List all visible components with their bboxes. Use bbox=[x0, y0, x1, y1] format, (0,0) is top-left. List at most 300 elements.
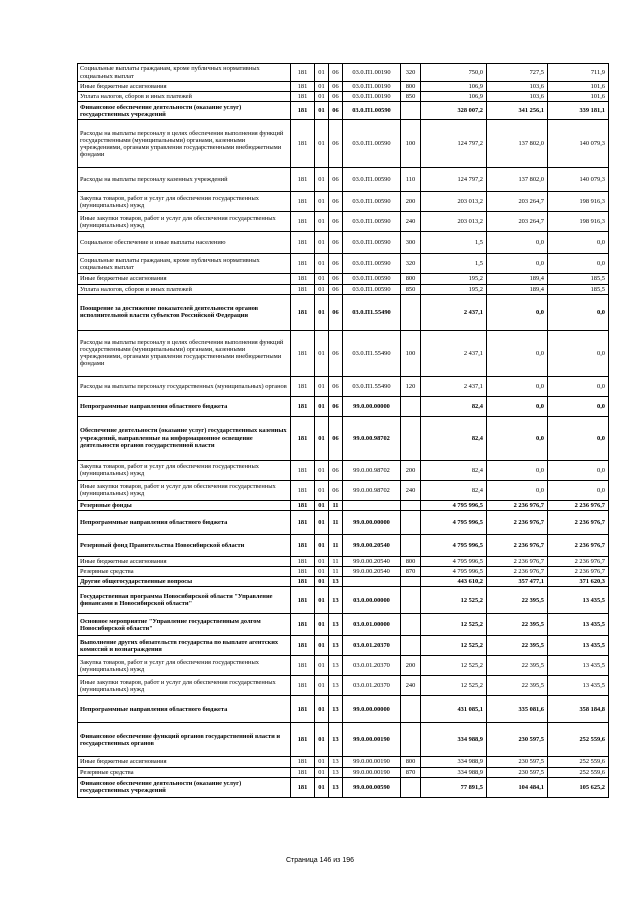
row-target-article: 03.0.П1.55490 bbox=[343, 376, 401, 396]
row-name: Расходы на выплаты персоналу казенных учреждений bbox=[78, 168, 291, 192]
row-amount-year1: 12 525,2 bbox=[421, 614, 487, 636]
row-target-article: 99.0.00.00190 bbox=[343, 767, 401, 777]
row-grbs: 181 bbox=[291, 284, 315, 294]
row-amount-year2: 0,0 bbox=[487, 376, 548, 396]
table-row bbox=[78, 480, 609, 500]
row-expense-type bbox=[401, 534, 421, 556]
row-podrazdel: 11 bbox=[329, 534, 343, 556]
row-name: Выполнение других обязательств государства по выплате агентских комиссий и вознаграждения bbox=[78, 636, 291, 656]
row-expense-type: 100 bbox=[401, 120, 421, 168]
row-razdel: 01 bbox=[315, 777, 329, 797]
table-row bbox=[78, 500, 609, 510]
row-podrazdel: 06 bbox=[329, 330, 343, 376]
row-expense-type bbox=[401, 587, 421, 614]
row-target-article: 03.0.П1.00190 bbox=[343, 64, 401, 82]
table-row bbox=[78, 102, 609, 120]
row-grbs: 181 bbox=[291, 777, 315, 797]
row-grbs: 181 bbox=[291, 294, 315, 330]
row-expense-type: 850 bbox=[401, 284, 421, 294]
row-expense-type: 800 bbox=[401, 757, 421, 767]
row-amount-year1: 82,4 bbox=[421, 460, 487, 480]
row-podrazdel: 06 bbox=[329, 64, 343, 82]
row-name: Уплата налогов, сборов и иных платежей bbox=[78, 284, 291, 294]
row-amount-year1: 1,5 bbox=[421, 232, 487, 254]
row-grbs: 181 bbox=[291, 757, 315, 767]
row-expense-type: 320 bbox=[401, 254, 421, 274]
row-podrazdel: 13 bbox=[329, 656, 343, 676]
row-target-article: 99.0.00.00000 bbox=[343, 696, 401, 723]
row-amount-year3: 0,0 bbox=[548, 294, 609, 330]
row-amount-year2: 22 395,5 bbox=[487, 676, 548, 696]
row-razdel: 01 bbox=[315, 396, 329, 416]
row-name: Другие общегосударственные вопросы bbox=[78, 577, 291, 587]
row-name: Резервные фонды bbox=[78, 500, 291, 510]
row-razdel: 01 bbox=[315, 676, 329, 696]
row-target-article: 99.0.00.00590 bbox=[343, 777, 401, 797]
row-podrazdel: 11 bbox=[329, 500, 343, 510]
row-name: Финансовое обеспечение деятельности (оказание услуг) государственных учреждений bbox=[78, 777, 291, 797]
row-amount-year2: 0,0 bbox=[487, 294, 548, 330]
row-podrazdel: 13 bbox=[329, 757, 343, 767]
row-amount-year1: 12 525,2 bbox=[421, 636, 487, 656]
table-row bbox=[78, 416, 609, 460]
row-target-article: 03.0.П1.00590 bbox=[343, 254, 401, 274]
row-razdel: 01 bbox=[315, 376, 329, 396]
row-podrazdel: 06 bbox=[329, 416, 343, 460]
row-amount-year3: 2 236 976,7 bbox=[548, 534, 609, 556]
row-grbs: 181 bbox=[291, 102, 315, 120]
row-name: Расходы на выплаты персоналу государственных (муниципальных) органов bbox=[78, 376, 291, 396]
row-podrazdel: 06 bbox=[329, 376, 343, 396]
row-name: Иные закупки товаров, работ и услуг для обеспечения государственных (муниципальных) нужд bbox=[78, 676, 291, 696]
row-target-article: 03.0.П1.00190 bbox=[343, 92, 401, 102]
row-podrazdel: 06 bbox=[329, 274, 343, 284]
row-podrazdel: 11 bbox=[329, 567, 343, 577]
row-amount-year3: 0,0 bbox=[548, 396, 609, 416]
row-grbs: 181 bbox=[291, 120, 315, 168]
row-grbs: 181 bbox=[291, 274, 315, 284]
table-row bbox=[78, 656, 609, 676]
row-podrazdel: 06 bbox=[329, 480, 343, 500]
table-row bbox=[78, 120, 609, 168]
row-podrazdel: 13 bbox=[329, 723, 343, 757]
row-name: Закупка товаров, работ и услуг для обеспечения государственных (муниципальных) нужд bbox=[78, 192, 291, 212]
row-name: Непрограммные направления областного бюджета bbox=[78, 396, 291, 416]
row-amount-year1: 2 437,1 bbox=[421, 376, 487, 396]
row-amount-year3: 0,0 bbox=[548, 232, 609, 254]
row-grbs: 181 bbox=[291, 480, 315, 500]
row-expense-type bbox=[401, 777, 421, 797]
table-row bbox=[78, 376, 609, 396]
row-amount-year2: 103,6 bbox=[487, 92, 548, 102]
row-razdel: 01 bbox=[315, 294, 329, 330]
row-grbs: 181 bbox=[291, 636, 315, 656]
row-amount-year3: 185,5 bbox=[548, 284, 609, 294]
row-razdel: 01 bbox=[315, 723, 329, 757]
row-podrazdel: 13 bbox=[329, 696, 343, 723]
row-podrazdel: 13 bbox=[329, 614, 343, 636]
row-amount-year2: 727,5 bbox=[487, 64, 548, 82]
row-expense-type bbox=[401, 723, 421, 757]
row-amount-year1: 12 525,2 bbox=[421, 656, 487, 676]
row-razdel: 01 bbox=[315, 192, 329, 212]
row-amount-year1: 4 795 996,5 bbox=[421, 567, 487, 577]
row-podrazdel: 06 bbox=[329, 294, 343, 330]
table-row bbox=[78, 254, 609, 274]
row-grbs: 181 bbox=[291, 376, 315, 396]
row-expense-type: 320 bbox=[401, 64, 421, 82]
row-razdel: 01 bbox=[315, 767, 329, 777]
row-expense-type: 240 bbox=[401, 676, 421, 696]
row-target-article: 99.0.00.00000 bbox=[343, 396, 401, 416]
row-podrazdel: 13 bbox=[329, 636, 343, 656]
row-grbs: 181 bbox=[291, 767, 315, 777]
row-expense-type bbox=[401, 696, 421, 723]
table-row bbox=[78, 330, 609, 376]
row-target-article: 03.0.П1.00590 bbox=[343, 168, 401, 192]
row-grbs: 181 bbox=[291, 723, 315, 757]
row-expense-type: 200 bbox=[401, 656, 421, 676]
row-amount-year3: 358 184,8 bbox=[548, 696, 609, 723]
row-amount-year1: 750,0 bbox=[421, 64, 487, 82]
row-name: Поощрение за достижение показателей деятельности органов исполнительной власти субъектов Российской Федерации bbox=[78, 294, 291, 330]
table-row bbox=[78, 212, 609, 232]
row-amount-year2: 137 802,0 bbox=[487, 168, 548, 192]
row-amount-year2: 189,4 bbox=[487, 284, 548, 294]
row-amount-year1: 106,9 bbox=[421, 82, 487, 92]
row-expense-type: 870 bbox=[401, 567, 421, 577]
row-amount-year1: 334 988,9 bbox=[421, 767, 487, 777]
row-amount-year3: 13 435,5 bbox=[548, 676, 609, 696]
row-amount-year1: 195,2 bbox=[421, 284, 487, 294]
row-amount-year3: 2 236 976,7 bbox=[548, 556, 609, 566]
row-amount-year3: 2 236 976,7 bbox=[548, 510, 609, 534]
row-amount-year1: 106,9 bbox=[421, 92, 487, 102]
row-podrazdel: 06 bbox=[329, 192, 343, 212]
table-row bbox=[78, 284, 609, 294]
table-row bbox=[78, 396, 609, 416]
row-amount-year3: 13 435,5 bbox=[548, 656, 609, 676]
row-expense-type: 200 bbox=[401, 192, 421, 212]
row-amount-year2: 0,0 bbox=[487, 396, 548, 416]
row-amount-year3: 140 079,3 bbox=[548, 120, 609, 168]
row-amount-year3: 198 916,3 bbox=[548, 192, 609, 212]
row-name: Непрограммные направления областного бюджета bbox=[78, 510, 291, 534]
row-grbs: 181 bbox=[291, 500, 315, 510]
row-amount-year2: 230 597,5 bbox=[487, 757, 548, 767]
row-amount-year3: 711,9 bbox=[548, 64, 609, 82]
row-razdel: 01 bbox=[315, 92, 329, 102]
row-target-article: 99.0.00.00190 bbox=[343, 757, 401, 767]
row-grbs: 181 bbox=[291, 232, 315, 254]
row-target-article: 03.0.01.20370 bbox=[343, 636, 401, 656]
row-amount-year1: 82,4 bbox=[421, 396, 487, 416]
row-amount-year1: 77 891,5 bbox=[421, 777, 487, 797]
row-amount-year1: 4 795 996,5 bbox=[421, 510, 487, 534]
table-row bbox=[78, 92, 609, 102]
row-amount-year1: 82,4 bbox=[421, 416, 487, 460]
row-amount-year1: 4 795 996,5 bbox=[421, 500, 487, 510]
row-expense-type: 240 bbox=[401, 480, 421, 500]
row-target-article: 03.0.П1.55490 bbox=[343, 330, 401, 376]
row-grbs: 181 bbox=[291, 510, 315, 534]
row-amount-year1: 124 797,2 bbox=[421, 168, 487, 192]
row-expense-type bbox=[401, 614, 421, 636]
row-amount-year3: 140 079,3 bbox=[548, 168, 609, 192]
row-name: Резервный фонд Правительства Новосибирской области bbox=[78, 534, 291, 556]
row-expense-type bbox=[401, 294, 421, 330]
row-amount-year2: 230 597,5 bbox=[487, 767, 548, 777]
row-amount-year2: 335 081,6 bbox=[487, 696, 548, 723]
row-grbs: 181 bbox=[291, 92, 315, 102]
row-amount-year2: 2 236 976,7 bbox=[487, 500, 548, 510]
row-amount-year3: 101,6 bbox=[548, 92, 609, 102]
row-podrazdel: 13 bbox=[329, 767, 343, 777]
row-amount-year1: 82,4 bbox=[421, 480, 487, 500]
row-amount-year3: 0,0 bbox=[548, 416, 609, 460]
row-razdel: 01 bbox=[315, 82, 329, 92]
row-razdel: 01 bbox=[315, 212, 329, 232]
row-grbs: 181 bbox=[291, 330, 315, 376]
row-amount-year3: 0,0 bbox=[548, 460, 609, 480]
row-razdel: 01 bbox=[315, 102, 329, 120]
table-row bbox=[78, 577, 609, 587]
row-razdel: 01 bbox=[315, 556, 329, 566]
row-name: Резервные средства bbox=[78, 767, 291, 777]
row-amount-year2: 103,6 bbox=[487, 82, 548, 92]
row-expense-type bbox=[401, 636, 421, 656]
row-target-article: 03.0.П1.00590 bbox=[343, 232, 401, 254]
row-target-article: 99.0.00.20540 bbox=[343, 556, 401, 566]
table-row bbox=[78, 192, 609, 212]
row-expense-type: 850 bbox=[401, 92, 421, 102]
row-amount-year1: 195,2 bbox=[421, 274, 487, 284]
row-target-article: 03.0.01.20370 bbox=[343, 676, 401, 696]
table-row bbox=[78, 777, 609, 797]
row-target-article: 03.0.01.00000 bbox=[343, 614, 401, 636]
row-amount-year1: 4 795 996,5 bbox=[421, 556, 487, 566]
row-target-article: 03.0.00.00000 bbox=[343, 587, 401, 614]
row-razdel: 01 bbox=[315, 120, 329, 168]
row-razdel: 01 bbox=[315, 330, 329, 376]
row-amount-year3: 105 625,2 bbox=[548, 777, 609, 797]
row-amount-year1: 443 610,2 bbox=[421, 577, 487, 587]
row-amount-year3: 0,0 bbox=[548, 330, 609, 376]
row-target-article bbox=[343, 500, 401, 510]
row-amount-year1: 2 437,1 bbox=[421, 294, 487, 330]
table-row bbox=[78, 696, 609, 723]
row-amount-year3: 198 916,3 bbox=[548, 212, 609, 232]
row-grbs: 181 bbox=[291, 192, 315, 212]
row-podrazdel: 06 bbox=[329, 284, 343, 294]
row-amount-year2: 22 395,5 bbox=[487, 656, 548, 676]
table-row bbox=[78, 614, 609, 636]
table-row bbox=[78, 556, 609, 566]
row-expense-type bbox=[401, 500, 421, 510]
row-razdel: 01 bbox=[315, 274, 329, 284]
row-razdel: 01 bbox=[315, 757, 329, 767]
table-row bbox=[78, 460, 609, 480]
row-amount-year2: 189,4 bbox=[487, 274, 548, 284]
row-expense-type bbox=[401, 577, 421, 587]
row-amount-year1: 12 525,2 bbox=[421, 587, 487, 614]
row-razdel: 01 bbox=[315, 567, 329, 577]
budget-table-body bbox=[78, 64, 609, 798]
row-amount-year2: 203 264,7 bbox=[487, 212, 548, 232]
row-target-article: 03.0.П1.00590 bbox=[343, 102, 401, 120]
row-name: Уплата налогов, сборов и иных платежей bbox=[78, 92, 291, 102]
row-amount-year3: 0,0 bbox=[548, 376, 609, 396]
row-podrazdel: 06 bbox=[329, 120, 343, 168]
row-amount-year2: 104 484,1 bbox=[487, 777, 548, 797]
row-name: Социальные выплаты гражданам, кроме публичных нормативных социальных выплат bbox=[78, 254, 291, 274]
row-razdel: 01 bbox=[315, 656, 329, 676]
row-grbs: 181 bbox=[291, 696, 315, 723]
row-name: Иные бюджетные ассигнования bbox=[78, 757, 291, 767]
row-razdel: 01 bbox=[315, 64, 329, 82]
row-name: Обеспечение деятельности (оказание услуг) государственных казенных учреждений, направленные на информационное освещение деятельности органов государственной власти bbox=[78, 416, 291, 460]
row-name: Основное мероприятие "Управление государственным долгом Новосибирской области" bbox=[78, 614, 291, 636]
row-name: Социальные выплаты гражданам, кроме публичных нормативных социальных выплат bbox=[78, 64, 291, 82]
row-name: Расходы на выплаты персоналу в целях обеспечения выполнения функций государственными (муниципальными) органами, казенными учреждениями, органами управления государственными внебюджетными фондами bbox=[78, 330, 291, 376]
row-amount-year2: 0,0 bbox=[487, 254, 548, 274]
row-razdel: 01 bbox=[315, 284, 329, 294]
row-razdel: 01 bbox=[315, 500, 329, 510]
row-amount-year2: 0,0 bbox=[487, 232, 548, 254]
row-expense-type: 120 bbox=[401, 376, 421, 396]
table-row bbox=[78, 636, 609, 656]
row-amount-year1: 328 007,2 bbox=[421, 102, 487, 120]
row-target-article: 03.0.П1.00190 bbox=[343, 82, 401, 92]
row-target-article: 03.0.П1.00590 bbox=[343, 274, 401, 284]
row-amount-year2: 2 236 976,7 bbox=[487, 510, 548, 534]
row-podrazdel: 11 bbox=[329, 556, 343, 566]
row-podrazdel: 06 bbox=[329, 212, 343, 232]
table-row bbox=[78, 510, 609, 534]
row-grbs: 181 bbox=[291, 587, 315, 614]
row-expense-type bbox=[401, 102, 421, 120]
row-grbs: 181 bbox=[291, 254, 315, 274]
row-grbs: 181 bbox=[291, 82, 315, 92]
row-name: Закупка товаров, работ и услуг для обеспечения государственных (муниципальных) нужд bbox=[78, 656, 291, 676]
row-podrazdel: 13 bbox=[329, 577, 343, 587]
row-name: Резервные средства bbox=[78, 567, 291, 577]
row-grbs: 181 bbox=[291, 556, 315, 566]
row-podrazdel: 06 bbox=[329, 254, 343, 274]
row-expense-type: 200 bbox=[401, 460, 421, 480]
row-amount-year1: 12 525,2 bbox=[421, 676, 487, 696]
row-name: Иные закупки товаров, работ и услуг для обеспечения государственных (муниципальных) нужд bbox=[78, 480, 291, 500]
row-target-article bbox=[343, 577, 401, 587]
row-amount-year3: 0,0 bbox=[548, 254, 609, 274]
row-name: Финансовое обеспечение функций органов государственной власти и государственных органов bbox=[78, 723, 291, 757]
table-row bbox=[78, 232, 609, 254]
row-expense-type: 800 bbox=[401, 82, 421, 92]
row-podrazdel: 06 bbox=[329, 92, 343, 102]
row-expense-type: 800 bbox=[401, 556, 421, 566]
row-amount-year2: 0,0 bbox=[487, 330, 548, 376]
row-amount-year3: 252 559,6 bbox=[548, 723, 609, 757]
row-razdel: 01 bbox=[315, 232, 329, 254]
row-amount-year1: 124 797,2 bbox=[421, 120, 487, 168]
table-row bbox=[78, 64, 609, 82]
row-grbs: 181 bbox=[291, 676, 315, 696]
row-amount-year3: 13 435,5 bbox=[548, 636, 609, 656]
row-amount-year1: 203 013,2 bbox=[421, 192, 487, 212]
row-amount-year3: 252 559,6 bbox=[548, 757, 609, 767]
row-expense-type: 240 bbox=[401, 212, 421, 232]
table-row bbox=[78, 534, 609, 556]
table-row bbox=[78, 723, 609, 757]
table-row bbox=[78, 274, 609, 284]
row-amount-year3: 2 236 976,7 bbox=[548, 567, 609, 577]
page-footer: Страница 146 из 196 bbox=[285, 857, 355, 864]
row-razdel: 01 bbox=[315, 254, 329, 274]
row-razdel: 01 bbox=[315, 480, 329, 500]
row-podrazdel: 06 bbox=[329, 232, 343, 254]
row-amount-year2: 22 395,5 bbox=[487, 636, 548, 656]
row-amount-year2: 203 264,7 bbox=[487, 192, 548, 212]
row-razdel: 01 bbox=[315, 460, 329, 480]
row-amount-year2: 2 236 976,7 bbox=[487, 534, 548, 556]
row-amount-year1: 2 437,1 bbox=[421, 330, 487, 376]
row-grbs: 181 bbox=[291, 168, 315, 192]
row-amount-year1: 334 988,9 bbox=[421, 757, 487, 767]
row-expense-type bbox=[401, 416, 421, 460]
row-amount-year2: 341 256,1 bbox=[487, 102, 548, 120]
row-expense-type: 800 bbox=[401, 274, 421, 284]
table-row bbox=[78, 567, 609, 577]
row-grbs: 181 bbox=[291, 567, 315, 577]
row-expense-type: 300 bbox=[401, 232, 421, 254]
row-name: Финансовое обеспечение деятельности (оказание услуг) государственных учреждений bbox=[78, 102, 291, 120]
row-target-article: 03.0.П1.00590 bbox=[343, 192, 401, 212]
row-podrazdel: 11 bbox=[329, 510, 343, 534]
row-podrazdel: 13 bbox=[329, 676, 343, 696]
row-name: Иные бюджетные ассигнования bbox=[78, 82, 291, 92]
row-podrazdel: 06 bbox=[329, 102, 343, 120]
row-podrazdel: 06 bbox=[329, 168, 343, 192]
row-grbs: 181 bbox=[291, 416, 315, 460]
row-amount-year2: 0,0 bbox=[487, 416, 548, 460]
row-amount-year2: 22 395,5 bbox=[487, 587, 548, 614]
row-amount-year2: 357 477,1 bbox=[487, 577, 548, 587]
row-amount-year1: 4 795 996,5 bbox=[421, 534, 487, 556]
row-target-article: 03.0.П1.00590 bbox=[343, 284, 401, 294]
row-razdel: 01 bbox=[315, 587, 329, 614]
row-amount-year3: 185,5 bbox=[548, 274, 609, 284]
table-row bbox=[78, 168, 609, 192]
row-amount-year1: 1,5 bbox=[421, 254, 487, 274]
row-podrazdel: 06 bbox=[329, 460, 343, 480]
row-name: Расходы на выплаты персоналу в целях обеспечения выполнения функций государственными (муниципальными) органами, казенными учреждениями, органами управления государственными внебюджетными фондами bbox=[78, 120, 291, 168]
row-grbs: 181 bbox=[291, 534, 315, 556]
row-target-article: 99.0.00.20540 bbox=[343, 534, 401, 556]
row-podrazdel: 13 bbox=[329, 777, 343, 797]
row-amount-year3: 101,6 bbox=[548, 82, 609, 92]
row-amount-year3: 252 559,6 bbox=[548, 767, 609, 777]
row-name: Социальное обеспечение и иные выплаты населению bbox=[78, 232, 291, 254]
row-name: Иные бюджетные ассигнования bbox=[78, 556, 291, 566]
row-target-article: 03.0.01.20370 bbox=[343, 656, 401, 676]
row-amount-year3: 13 435,5 bbox=[548, 614, 609, 636]
budget-table bbox=[77, 63, 609, 798]
table-row bbox=[78, 767, 609, 777]
row-amount-year1: 334 988,9 bbox=[421, 723, 487, 757]
row-name: Закупка товаров, работ и услуг для обеспечения государственных (муниципальных) нужд bbox=[78, 460, 291, 480]
row-target-article: 99.0.00.98702 bbox=[343, 460, 401, 480]
row-target-article: 99.0.00.98702 bbox=[343, 416, 401, 460]
